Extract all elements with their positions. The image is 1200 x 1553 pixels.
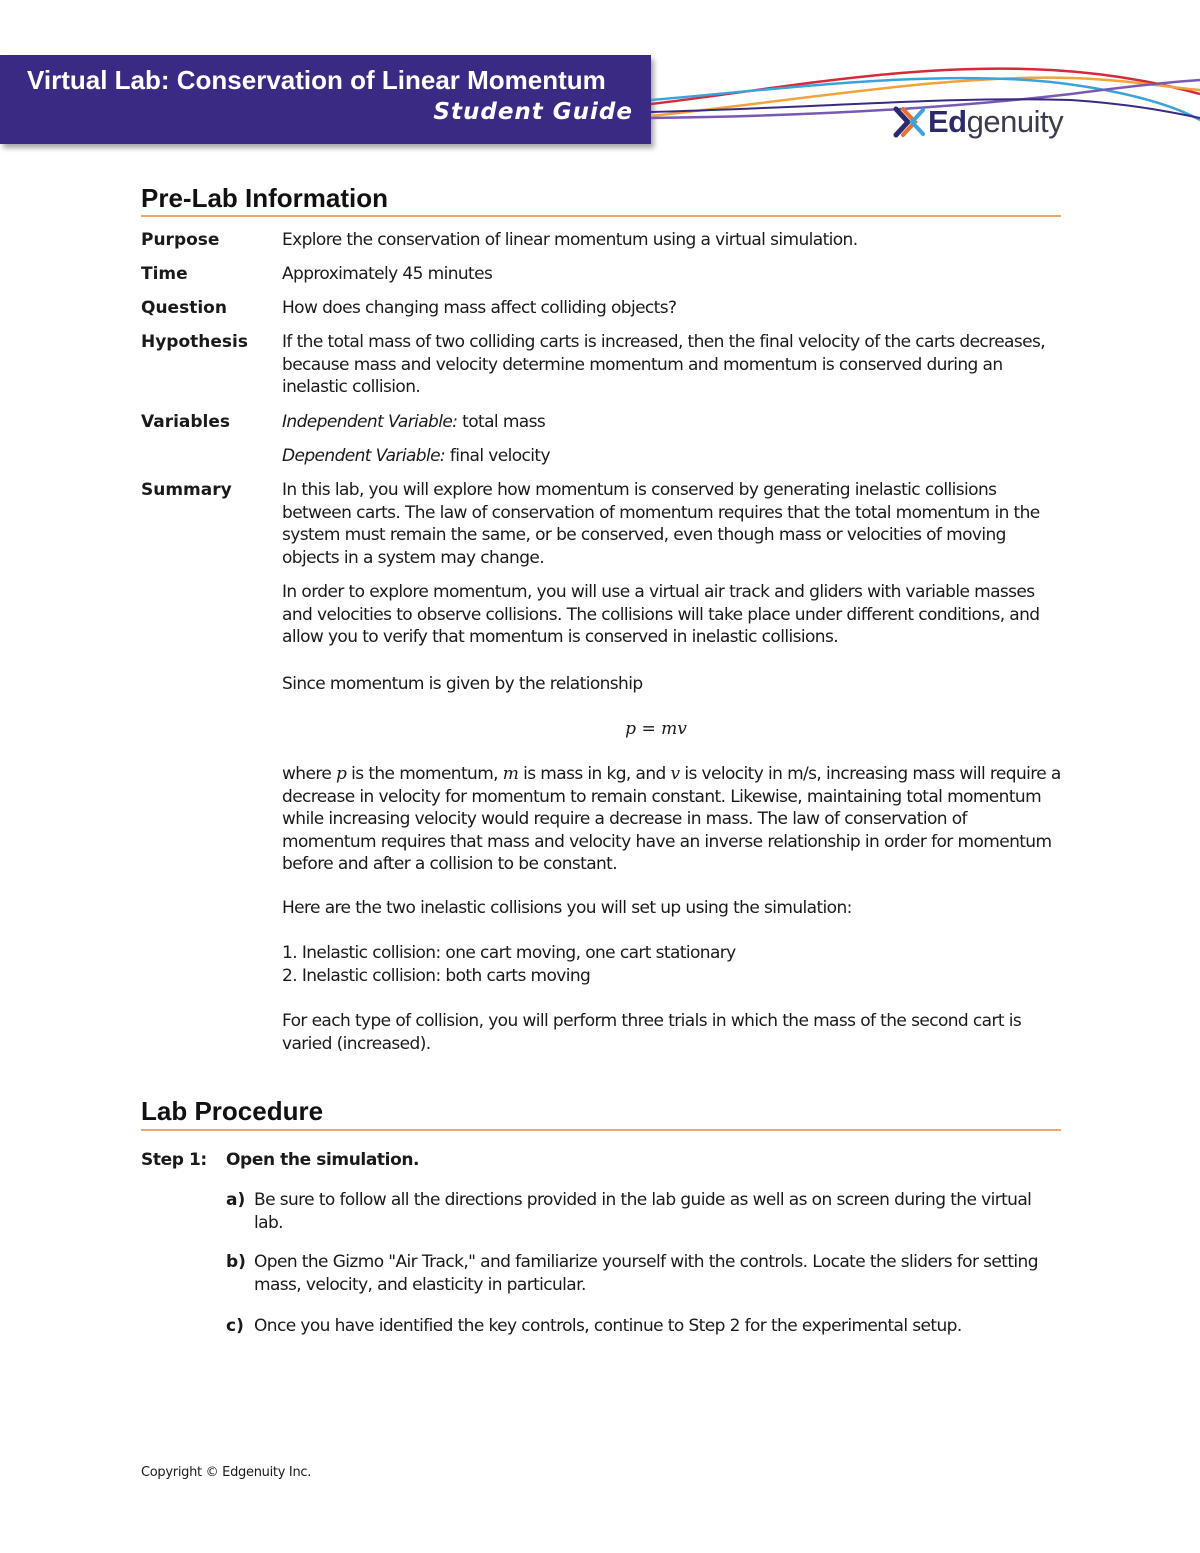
step-1a-text: Be sure to follow all the directions provided in the lab guide as well as on screen during the virtual lab.	[254, 1190, 1032, 1233]
step-1-title: Open the simulation.	[226, 1150, 420, 1170]
document-subtitle: Student Guide	[433, 99, 633, 125]
logo-text-suffix: genuity	[966, 104, 1064, 139]
symbol-v: v	[670, 764, 680, 784]
independent-variable-label: Independent Variable:	[282, 412, 458, 432]
header-banner	[0, 55, 651, 144]
where-text-1: where	[282, 764, 337, 784]
collision-list-item-1: 1. Inelastic collision: one cart moving, one cart stationary	[282, 943, 736, 963]
edgenuity-logo	[893, 102, 1063, 142]
independent-variable-value: total mass	[457, 412, 546, 432]
document-title: Virtual Lab: Conservation of Linear Momentum	[27, 65, 606, 95]
summary-paragraph-2: In order to explore momentum, you will use a virtual air track and gliders with variable masses and velocities to observe collisions. The collisions will take place under different conditions, and allow you to verify that momentum is conserved in inelastic collisions.	[282, 582, 1040, 647]
step-1-label: Step 1:	[141, 1150, 207, 1170]
momentum-equation: p = mv	[625, 719, 687, 739]
step-1c-text: Once you have identified the key controls, continue to Step 2 for the experimental setup.	[254, 1316, 962, 1336]
summary-paragraph-1: In this lab, you will explore how momentum is conserved by generating inelastic collisions between carts. The law of conservation of momentum requires that the total momentum in the system must remain the same, or be conserved, even though mass or velocities of moving objects in a system may change.	[282, 480, 1040, 568]
procedure-divider	[141, 1129, 1061, 1131]
collision-list-item-2: 2. Inelastic collision: both carts moving	[282, 966, 591, 986]
step-1a-letter: a)	[226, 1190, 246, 1210]
symbol-p: p	[336, 764, 347, 784]
hypothesis-text: If the total mass of two colliding carts is increased, then the final velocity of the carts decreases, because mass and velocity determine momentum and momentum is conserved during an inelastic collision.	[282, 332, 1046, 397]
step-1b-text: Open the Gizmo "Air Track," and familiarize yourself with the controls. Locate the sliders for setting mass, velocity, and elasticity in particular.	[254, 1252, 1038, 1295]
where-text-3: is mass in kg, and	[518, 764, 671, 784]
step-1c-letter: c)	[226, 1316, 244, 1336]
dependent-variable-value: final velocity	[445, 446, 550, 466]
time-label: Time	[141, 264, 188, 284]
summary-paragraph-6: For each type of collision, you will perform three trials in which the mass of the second cart is varied (increased).	[282, 1011, 1022, 1054]
logo-x-icon	[893, 105, 927, 139]
hypothesis-label: Hypothesis	[141, 332, 248, 352]
where-text-2: is the momentum,	[346, 764, 503, 784]
summary-paragraph-3: Since momentum is given by the relationship	[282, 674, 643, 694]
summary-paragraph-5: Here are the two inelastic collisions you will set up using the simulation:	[282, 898, 852, 918]
step-1b-letter: b)	[226, 1252, 246, 1272]
independent-variable	[282, 411, 1062, 434]
symbol-m: m	[502, 764, 519, 784]
summary-paragraph-4	[282, 763, 1062, 876]
summary-label: Summary	[141, 480, 232, 500]
purpose-text: Explore the conservation of linear momentum using a virtual simulation.	[282, 230, 858, 250]
prelab-heading: Pre-Lab Information	[141, 183, 389, 213]
dependent-variable-label: Dependent Variable:	[282, 446, 446, 466]
logo-text	[928, 104, 1063, 140]
variables-label: Variables	[141, 412, 231, 432]
question-label: Question	[141, 298, 227, 318]
logo-text-prefix: Ed	[928, 104, 967, 139]
copyright-footer: Copyright © Edgenuity Inc.	[141, 1465, 312, 1480]
purpose-label: Purpose	[141, 230, 220, 250]
question-text: How does changing mass affect colliding objects?	[282, 298, 677, 318]
procedure-heading: Lab Procedure	[141, 1096, 324, 1126]
where-text-4: is velocity in m/s, increasing mass will require a decrease in velocity for momentum to remain constant. Likewise, maintaining total momentum while increasing velocity would require a decrease in mass. The law of conservation of momentum requires that mass and velocity have an inverse relationship in order for momentum before and after a collision to be constant.	[282, 764, 1061, 874]
dependent-variable	[282, 445, 1062, 468]
time-text: Approximately 45 minutes	[282, 264, 493, 284]
prelab-divider	[141, 215, 1061, 217]
